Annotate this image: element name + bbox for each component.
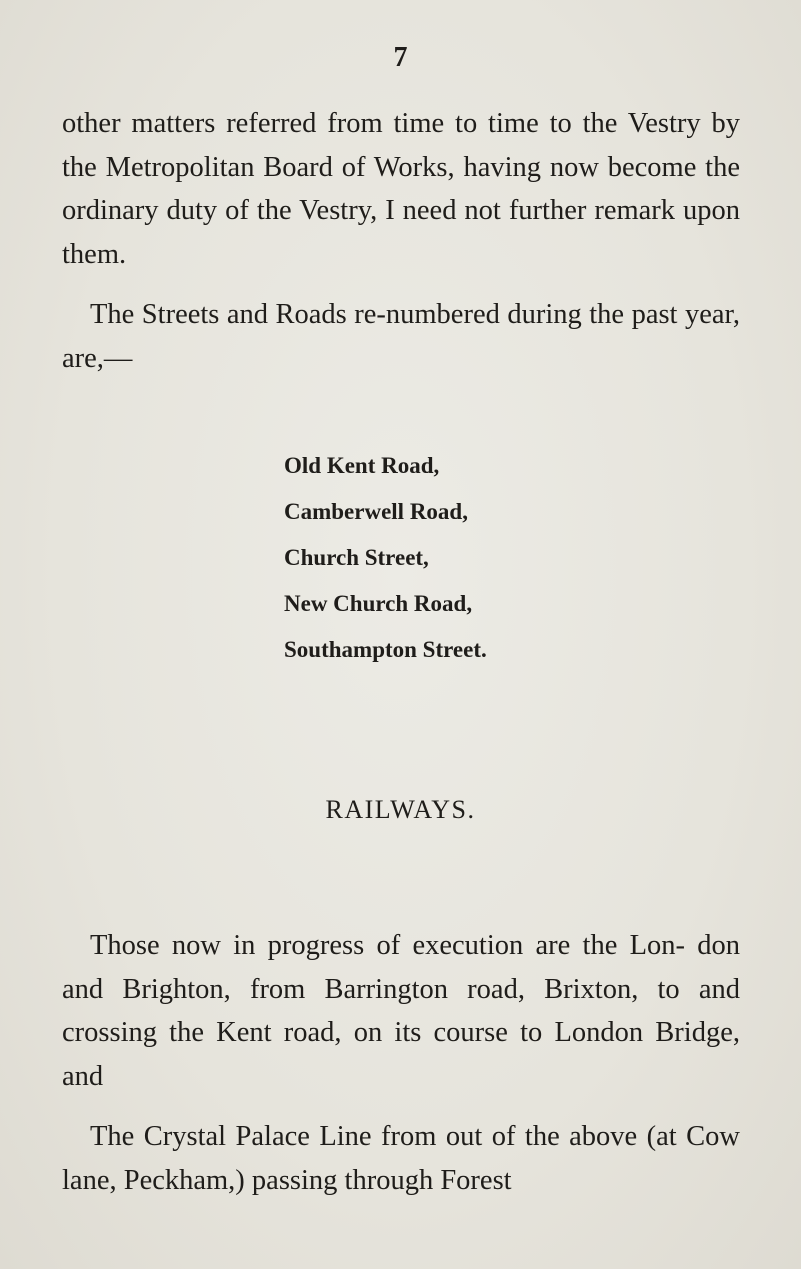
paragraph-streets-intro: The Streets and Roads re-numbered during the past year, are,— xyxy=(62,299,740,374)
page-number: 7 xyxy=(393,42,408,73)
paragraph-intro: other matters referred from time to time to the Vestry by the Metropolitan Board of Works, having now become the ordinary duty of the Vestry, I need not further remark upon them. xyxy=(62,108,740,270)
street-list xyxy=(284,443,487,673)
street-item-new-church-road: New Church Road, xyxy=(284,591,473,616)
street-item-camberwell-road: Camberwell Road, xyxy=(284,499,468,524)
section-heading-railways: RAILWAYS. xyxy=(325,795,476,824)
street-item-church-street: Church Street, xyxy=(284,545,429,570)
street-item-southampton-street: Southampton Street. xyxy=(284,637,487,662)
paragraph-railways-progress: Those now in progress of execution are the Lon- don and Brighton, from Barrington road, Brixton, to and crossing the Kent road, on its course to London Bridge, and xyxy=(62,930,740,1092)
paragraph-crystal-palace-line: The Crystal Palace Line from out of the above (at Cow lane, Peckham,) passing through Forest xyxy=(62,1121,740,1196)
street-item-old-kent-road: Old Kent Road, xyxy=(284,453,440,478)
